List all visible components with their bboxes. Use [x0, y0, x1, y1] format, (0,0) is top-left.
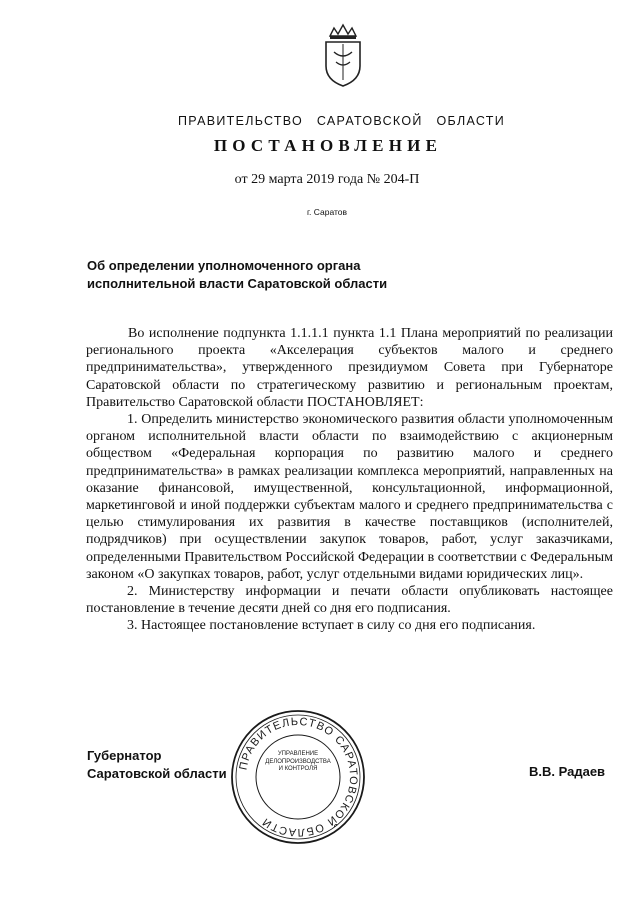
stamp-center-line: ДЕЛОПРОИЗВОДСТВА — [265, 758, 331, 765]
stamp-center-text — [258, 751, 338, 774]
document-body — [86, 325, 613, 635]
signatory-name: В.В. Радаев — [529, 764, 606, 779]
official-stamp — [228, 707, 368, 847]
government-name — [0, 114, 640, 128]
coat-of-arms-icon — [320, 22, 366, 90]
subject-line: Об определении уполномоченного органа — [87, 258, 361, 273]
document-city: г. Саратов — [306, 207, 348, 217]
decree-item-2: 2. Министерству информации и печати области опубликовать настоящее постановление в течение десяти дней со дня его подписания. — [86, 584, 613, 617]
signatory-position-line: Саратовской области — [87, 766, 227, 781]
preamble-paragraph: Во исполнение подпункта 1.1.1.1 пункта 1.1 Плана мероприятий по реализации регионального проекта «Акселерация субъектов малого и среднего предпринимательства», утвержденного президиумом Совета при Губернаторе Саратовской области по стратегическому развитию и региональным проектам, Правительство Саратовской области ПОСТАНОВЛЯЕТ: — [86, 326, 613, 410]
decree-item-1: 1. Определить министерство экономического развития области уполномоченным органом исполнительной власти области по взаимодействию с акционерным обществом «Федеральная корпорация по развитию малого и среднего предпринимательства» в рамках реализации комплекса мероприятий, направленных на оказание финансовой, имущественной, консультационной, информационной, маркетинговой и иной поддержки субъектам малого и среднего предпринимательства с целью стимулирования их развития в качестве поставщиков (исполнителей, подрядчиков) при осуществлении закупок товаров, работ, услуг заказчиками, определенными Правительством Российской Федерации в соответствии с Федеральным законом «О закупках товаров, работ, услуг отдельными видами юридических лиц». — [86, 412, 613, 582]
stamp-ring-text: ПРАВИТЕЛЬСТВО САРАТОВСКОЙ ОБЛАСТИ — [237, 715, 360, 839]
decree-item-3: 3. Настоящее постановление вступает в силу со дня его подписания. — [127, 618, 536, 634]
government-word: ОБЛАСТИ — [436, 114, 505, 128]
government-word: ПРАВИТЕЛЬСТВО — [178, 114, 304, 128]
stamp-center-line: И КОНТРОЛЯ — [278, 766, 318, 772]
signatory-position-line: Губернатор — [87, 748, 162, 763]
stamp-center-line: УПРАВЛЕНИЕ — [277, 751, 319, 757]
document-type-title: ПОСТАНОВЛЕНИЕ — [213, 136, 443, 155]
subject-line: исполнительной власти Саратовской области — [87, 276, 388, 291]
document-date-number: от 29 марта 2019 года № 204-П — [234, 172, 420, 187]
government-word: САРАТОВСКОЙ — [316, 114, 423, 128]
document-subject — [87, 257, 447, 293]
